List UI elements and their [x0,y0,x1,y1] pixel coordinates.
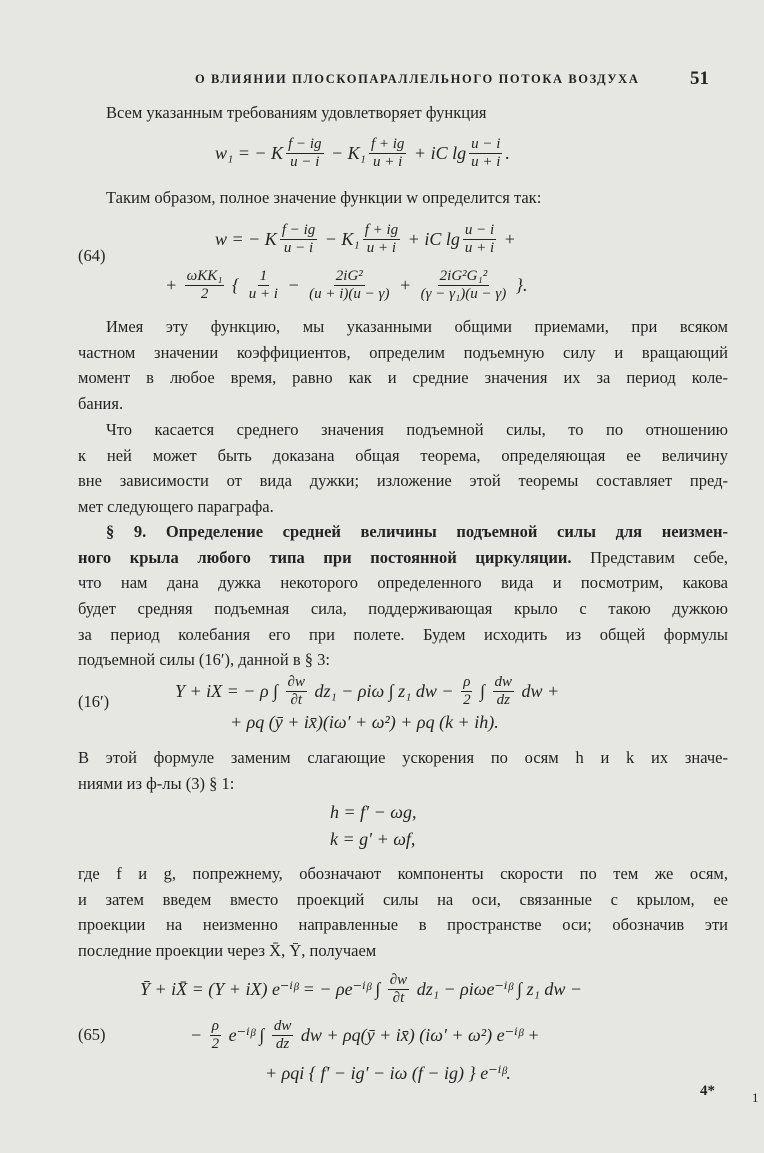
text-line: будет средняя подъемная сила, поддерживающая крыло с такою дужкою [78,599,728,619]
margin-mark: 1 [752,1090,759,1105]
math-term: + ρqi { f′ − ig′ − iω (f − ig) } e⁻ⁱᵝ. [265,1063,511,1083]
math-term: k = g′ + ωf, [330,829,416,849]
fraction [461,674,473,709]
fraction [280,222,317,257]
text-line: частном значении коэффициентов, определим подъемную силу и вращающий [78,342,728,362]
text-line: где f и g, попрежнему, обозначают компоненты скорости по тем же осям, [78,864,728,883]
denominator: u + i [373,154,403,170]
equation-w1 [215,136,510,171]
denominator: u + i [471,154,501,170]
paragraph-4 [78,417,728,520]
text-line: мет следующего параграфа. [78,497,274,517]
math-term: h = f′ − ωg, [330,802,417,822]
text-fragment: Представим себе, [571,547,728,567]
text-line: и затем введем вместо проекций силы на оси, связанные с крылом, ее [78,889,728,909]
fraction [369,136,406,171]
math-term: + [394,275,416,295]
fraction [463,222,496,257]
text-line: за период колебания его при полете. Будем исходить из общей формулы [78,624,728,644]
denominator: dz [275,1036,290,1052]
math-term: + iC lg [403,229,460,249]
signature-mark: 4* [700,1083,715,1099]
math-term: + ρq (ȳ + ix̄)(iω′ + ω²) + ρq (k + ih). [230,712,499,732]
text-line: Что касается среднего значения подъемной силы, то по отношению [106,420,728,439]
fraction [307,268,391,303]
math-term: dw + ρq(ȳ + ix̄) (iω′ + ω²) e⁻ⁱᵝ + [296,1025,540,1045]
numerator: f + ig [364,222,399,238]
denominator: (γ − γ₁)(u − γ) [420,286,507,302]
denominator: u − i [290,154,320,170]
denominator: ∂t [290,692,303,708]
fraction [286,674,307,709]
fraction [286,136,323,171]
fraction [388,972,409,1007]
math-term: }. [511,275,528,295]
numerator: u − i [471,136,501,152]
math-term: + iC lg [409,143,467,163]
math-term: − [190,1025,207,1045]
text-line: момент в любое время, равно как и средние значения их за период коле- [78,368,728,388]
text-line: последние проекции через X̄, Ȳ, получаем [78,941,377,961]
numerator: 2iG² [335,268,363,284]
fraction [493,674,515,709]
fraction [210,1018,222,1053]
text-line: бания. [78,394,124,414]
math-term: + [499,229,516,249]
math-term: dz₁ − ρiωe⁻ⁱᵝ ∫ z₁ dw − [412,979,583,999]
numerator: f − ig [281,222,316,238]
equation-label-16: (16′) [78,692,110,711]
equation-64-line-1 [215,222,516,257]
paragraph-6 [78,745,728,796]
equation-label-64: (64) [78,246,106,265]
page-number: 51 [690,68,709,89]
math-term: . [505,143,510,163]
numerator: dw [273,1018,292,1034]
text-line: ниями из ф-лы (3) § 1: [78,773,235,793]
denominator: (u + i)(u − γ) [309,286,390,302]
equation-label-65: (65) [78,1025,106,1044]
denominator: 2 [200,286,209,302]
numerator: ρ [211,1018,219,1034]
fraction [363,222,400,257]
denominator: u + i [248,286,278,302]
numerator: ρ [463,674,471,690]
math-term: Ȳ + iX̄ = (Y + iX) e⁻ⁱᵝ = − ρe⁻ⁱᵝ ∫ [140,979,385,999]
math-term: − [282,275,305,295]
denominator: u + i [366,240,397,256]
text-line: Всем указанным требованиям удовлетворяет функция [106,103,487,122]
equation-64-line-2 [165,268,527,303]
fraction [185,268,225,303]
math-term: dw + [517,681,560,701]
equation-65-line-2 [190,1018,540,1053]
fraction [272,1018,294,1053]
equation-16-line-1 [175,674,559,709]
math-term: e⁻ⁱᵝ ∫ [224,1025,269,1045]
denominator: dz [496,692,510,708]
denominator: 2 [463,692,471,708]
numerator: ωKK₁ [186,268,223,284]
equation-k [330,829,415,850]
paragraph-2 [78,185,728,211]
numerator: 1 [259,268,268,284]
math-term: w₁ = − K [215,143,284,163]
equation-65-line-1 [140,972,582,1007]
numerator: f − ig [288,136,322,152]
text-line: к ней может быть доказана общая теорема, определяющая ее величину [78,445,728,465]
math-term: + [165,275,182,295]
paragraph-3 [78,314,728,417]
math-term: − K₁ [320,229,360,249]
math-term: Y + iX = − ρ ∫ [175,681,283,701]
fraction [469,136,502,171]
denominator: u − i [283,240,314,256]
text-line: Таким образом, полное значение функции w определится так: [106,188,542,207]
fraction [247,268,280,303]
text-line: вне зависимости от вида дужки; изложение этой теоремы составляет пред- [78,471,728,491]
math-term: − K₁ [326,143,366,163]
numerator: dw [494,674,513,690]
fraction [419,268,509,303]
section-9-paragraph [78,519,728,673]
numerator: f + ig [370,136,405,152]
section-heading-cont: ного крыла любого типа при постоянной циркуляции. [78,547,572,567]
text-line: Имея эту функцию, мы указанными общими приемами, при всяком [106,317,728,336]
denominator: ∂t [392,990,405,1006]
section-heading: § 9. Определение средней величины подъемной силы для неизмен- [106,522,728,541]
numerator: ∂w [389,972,408,988]
numerator: u − i [464,222,495,238]
math-term: { [227,275,244,295]
text-line: В этой формуле заменим слагающие ускорения по осям h и k их значе- [78,748,728,767]
paragraph-1 [78,100,728,126]
numerator: 2iG²G₁² [439,268,488,284]
text-line: проекции на неизменно направленные в пространстве оси; обозначив эти [78,915,728,935]
text-line: что нам дана дужка некоторого определенного вида и посмотрим, какова [78,573,728,593]
math-term: dz₁ − ρiω ∫ z₁ dw − [309,681,459,701]
math-term: w = − K [215,229,277,249]
equation-65-line-3 [265,1063,511,1084]
equation-16-line-2 [230,712,499,733]
running-title: О ВЛИЯНИИ ПЛОСКОПАРАЛЛЕЛЬНОГО ПОТОКА ВОЗДУХА [195,72,640,86]
denominator: 2 [211,1036,220,1052]
text-line [78,545,728,571]
text-line: подъемной силы (16′), данной в § 3: [78,650,330,670]
equation-h [330,802,416,823]
denominator: u + i [464,240,495,256]
paragraph-7 [78,861,728,964]
math-term: ∫ [475,681,490,701]
numerator: ∂w [287,674,305,690]
